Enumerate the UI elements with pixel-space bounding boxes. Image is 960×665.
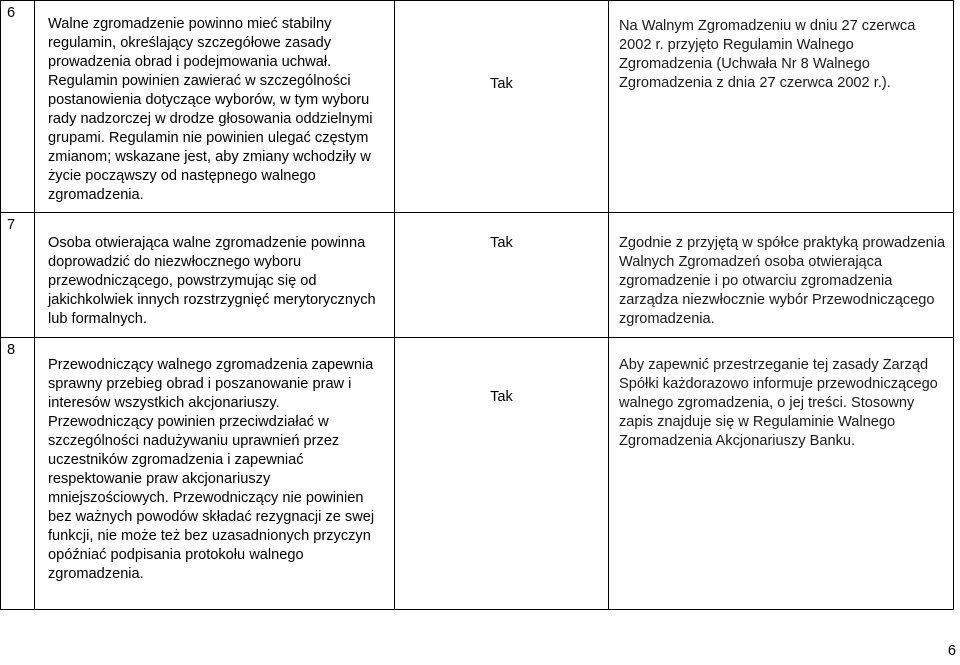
principle-paragraph: Walne zgromadzenie powinno mieć stabilny regulamin, określający szczegółowe zasady prowadzenia obrad i podejmowania uchwał. Regulamin powinien zawierać w szczególności postanowienia dotyczące wyborów, w tym wyboru rady nadzorczej w drodze głosowania oddzielnymi grupami. Regulamin nie powinien ulegać częstym zmianom; wskazane jest, aby zmiany wchodziły w życie począwszy od następnego walnego zgromadzenia.	[48, 16, 373, 203]
compliance-answer: Tak	[395, 1, 609, 213]
comment-text: Aby zapewnić przestrzeganie tej zasady Zarząd Spółki każdorazowo informuje przewodniczącego walnego zgromadzenia, o jej treści. Stosowny zapis znajduje się w Regulaminie Walnego Zgromadzenia Akcjonariuszy Banku.	[609, 338, 954, 610]
comment-text: Na Walnym Zgromadzeniu w dniu 27 czerwca 2002 r. przyjęto Regulamin Walnego Zgromadzenia (Uchwała Nr 8 Walnego Zgromadzenia z dnia 27 czerwca 2002 r.).	[609, 1, 954, 213]
principle-text	[35, 338, 395, 610]
row-number: 7	[1, 213, 35, 338]
principle-paragraph: Przewodniczący walnego zgromadzenia zapewnia sprawny przebieg obrad i poszanowanie praw i interesów wszystkich akcjonariuszy. Przewodniczący powinien przeciwdziałać w szczególności nadużywaniu uprawnień przez uczestników zgromadzenia i zapewniać respektowanie praw akcjonariuszy mniejszościowych. Przewodniczący nie powinien bez ważnych powodów składać rezygnacji ze swej funkcji, nie może też bez uzasadnionych przyczyn opóźniać podpisania protokołu walnego zgromadzenia.	[48, 357, 375, 582]
compliance-answer: Tak	[395, 338, 609, 610]
table-row	[1, 213, 954, 338]
row-number: 6	[1, 1, 35, 213]
page-number: 6	[947, 643, 956, 659]
principle-paragraph: Osoba otwierająca walne zgromadzenie powinna doprowadzić do niezwłocznego wyboru przewodniczącego, powstrzymując się od jakichkolwiek innych rozstrzygnięć merytorycznych lub formalnych.	[48, 235, 376, 327]
table-row	[1, 1, 954, 213]
principle-text	[35, 213, 395, 338]
row-number: 8	[1, 338, 35, 610]
table-row	[1, 338, 954, 610]
compliance-answer: Tak	[395, 213, 609, 338]
principle-text	[35, 1, 395, 213]
comment-text: Zgodnie z przyjętą w spółce praktyką prowadzenia Walnych Zgromadzeń osoba otwierająca zgromadzenie i po otwarciu zgromadzenia zarządza niezwłocznie wybór Przewodniczącego zgromadzenia.	[609, 213, 954, 338]
